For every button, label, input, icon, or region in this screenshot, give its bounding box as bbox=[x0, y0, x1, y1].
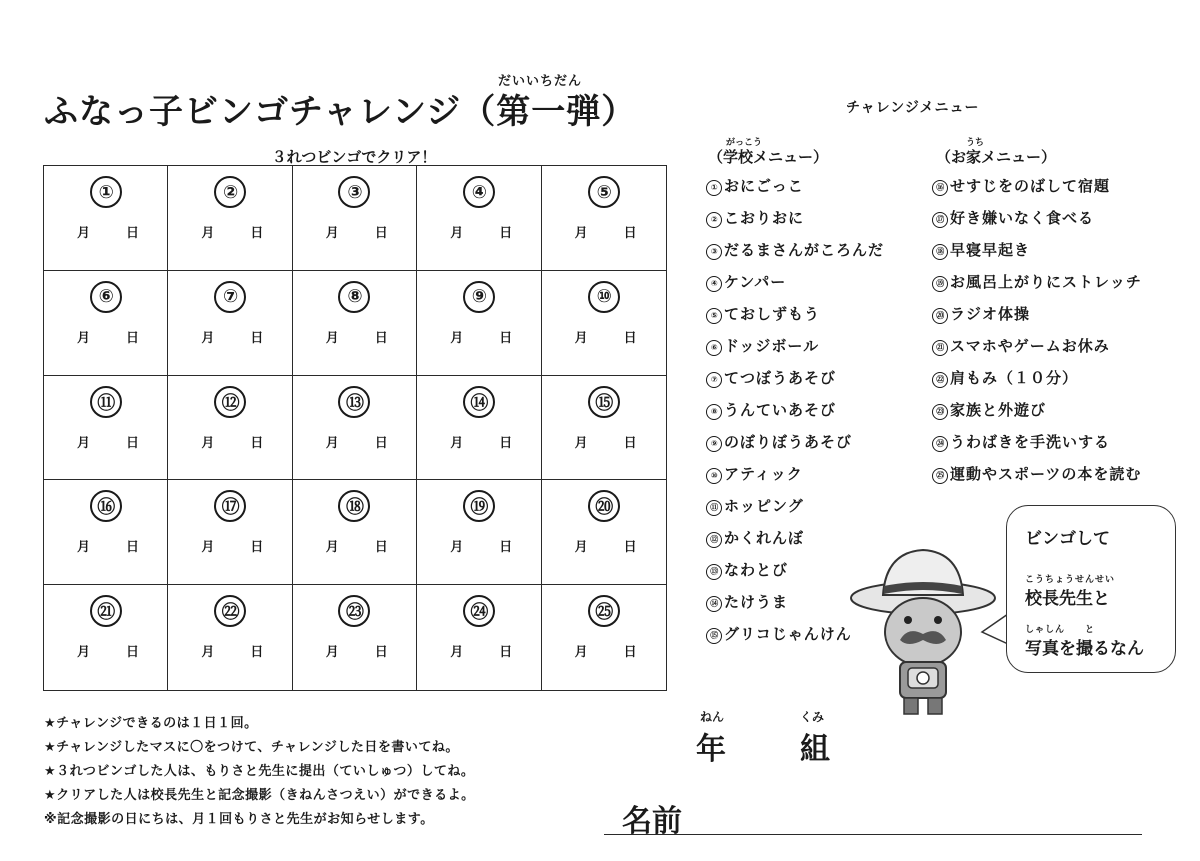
menu-item-number: ④ bbox=[706, 276, 722, 292]
cell-month-label: 月 bbox=[574, 330, 588, 346]
menu-item-number: ⑬ bbox=[706, 564, 722, 580]
speech-bubble bbox=[1006, 505, 1176, 673]
menu-item-number: ⑤ bbox=[706, 308, 722, 324]
cell-day-label: 日 bbox=[499, 226, 513, 241]
cell-number: ⑮ bbox=[588, 386, 620, 418]
cell-month-label: 月 bbox=[450, 226, 464, 241]
name-field-line[interactable] bbox=[604, 834, 1142, 835]
menu-item-label: こおりおに bbox=[724, 209, 805, 227]
note-line: ★クリアした人は校長先生と記念撮影（きねんさつえい）ができるよ。 bbox=[44, 788, 475, 803]
menu-item bbox=[932, 303, 1142, 335]
cell-number: ⑩ bbox=[588, 281, 620, 313]
cell-number: ⑲ bbox=[463, 490, 495, 522]
cell-month-label: 月 bbox=[201, 226, 215, 241]
page-title: ふなっ子ビンゴチャレンジ（第一弾） bbox=[44, 92, 637, 132]
bingo-cell[interactable] bbox=[542, 480, 666, 585]
menu-item-label: ておしずもう bbox=[724, 305, 821, 323]
menu-item bbox=[932, 463, 1142, 495]
menu-item-number: ⑭ bbox=[706, 596, 722, 612]
cell-number: ⑨ bbox=[463, 281, 495, 313]
bingo-cell[interactable] bbox=[168, 166, 292, 271]
menu-item-number: ⑰ bbox=[932, 212, 948, 228]
home-menu-ruby: うち bbox=[966, 138, 985, 148]
cell-day-label: 日 bbox=[374, 330, 388, 346]
menu-item-number: ㉔ bbox=[932, 436, 948, 452]
cell-number: ㉕ bbox=[588, 595, 620, 627]
cell-number: ③ bbox=[338, 176, 370, 208]
menu-item-label: かくれんぼ bbox=[724, 529, 805, 547]
bingo-cell[interactable] bbox=[293, 166, 417, 271]
cell-day-label: 日 bbox=[250, 330, 264, 346]
menu-item-label: おにごっこ bbox=[724, 177, 804, 195]
bingo-cell[interactable] bbox=[293, 271, 417, 376]
name-label: 名前 bbox=[622, 804, 682, 839]
home-menu-heading: （お家メニュー） bbox=[936, 148, 1057, 166]
menu-item-label: だるまさんがころんだ bbox=[724, 241, 885, 259]
menu-item-label: グリコじゃんけん bbox=[724, 625, 852, 643]
cell-month-label: 月 bbox=[77, 645, 91, 661]
menu-item-label: スマホやゲームお休み bbox=[950, 337, 1110, 355]
bingo-cell[interactable] bbox=[168, 271, 292, 376]
menu-item-number: ⑦ bbox=[706, 372, 722, 388]
menu-item-label: なわとび bbox=[724, 561, 789, 579]
menu-item bbox=[706, 431, 884, 463]
menu-item bbox=[932, 271, 1142, 303]
bingo-grid bbox=[43, 165, 667, 691]
menu-item-number: ② bbox=[706, 212, 722, 228]
cell-number: ㉑ bbox=[90, 595, 122, 627]
bubble-line-1: ビンゴして bbox=[1025, 529, 1110, 549]
menu-item bbox=[706, 399, 884, 431]
menu-item-label: 家族と外遊び bbox=[950, 401, 1047, 419]
cell-month-label: 月 bbox=[77, 435, 91, 451]
home-menu-list bbox=[932, 175, 1142, 495]
mascot-illustration bbox=[848, 540, 998, 720]
cell-number: ⑳ bbox=[588, 490, 620, 522]
cell-day-label: 日 bbox=[623, 226, 637, 241]
nen-ruby: ねん bbox=[700, 710, 725, 724]
menu-item-label: お風呂上がりにストレッチ bbox=[950, 273, 1142, 291]
menu-item bbox=[932, 335, 1142, 367]
cell-month-label: 月 bbox=[574, 540, 588, 556]
bubble-line-3: 写真を撮るなん bbox=[1025, 639, 1144, 659]
bingo-cell[interactable] bbox=[168, 480, 292, 585]
bingo-cell[interactable] bbox=[417, 585, 541, 690]
menu-item-number: ⑱ bbox=[932, 244, 948, 260]
cell-day-label: 日 bbox=[250, 645, 264, 661]
cell-number: ⑦ bbox=[214, 281, 246, 313]
cell-day-label: 日 bbox=[374, 226, 388, 241]
grade-label: 年 bbox=[696, 732, 726, 767]
cell-day-label: 日 bbox=[623, 645, 637, 661]
bingo-cell[interactable] bbox=[542, 271, 666, 376]
menu-item bbox=[706, 463, 884, 495]
cell-month-label: 月 bbox=[201, 645, 215, 661]
menu-item bbox=[932, 239, 1142, 271]
school-menu-ruby: がっこう bbox=[726, 138, 763, 148]
bingo-cell[interactable] bbox=[44, 480, 168, 585]
menu-item-number: ㉕ bbox=[932, 468, 948, 484]
menu-item-label: のぼりぼうあそび bbox=[724, 433, 853, 451]
bingo-cell[interactable] bbox=[44, 585, 168, 690]
menu-item-number: ⑮ bbox=[706, 628, 722, 644]
cell-number: ⑤ bbox=[588, 176, 620, 208]
cell-number: ⑯ bbox=[90, 490, 122, 522]
cell-number: ⑪ bbox=[90, 386, 122, 418]
cell-day-label: 日 bbox=[623, 330, 637, 346]
menu-item-number: ⑩ bbox=[706, 468, 722, 484]
menu-item bbox=[706, 271, 884, 303]
bingo-cell[interactable] bbox=[542, 376, 666, 481]
note-line: ★３れつビンゴした人は、もりさと先生に提出（ていしゅつ）してね。 bbox=[44, 764, 475, 779]
cell-day-label: 日 bbox=[374, 540, 388, 556]
cell-month-label: 月 bbox=[77, 540, 91, 556]
menu-item-label: 肩もみ（１０分） bbox=[950, 369, 1079, 387]
menu-item-number: ⑧ bbox=[706, 404, 722, 420]
bingo-cell[interactable] bbox=[293, 376, 417, 481]
menu-item bbox=[706, 367, 884, 399]
menu-item bbox=[706, 303, 884, 335]
cell-day-label: 日 bbox=[374, 645, 388, 661]
cell-month-label: 月 bbox=[574, 226, 588, 241]
menu-item-number: ⑪ bbox=[706, 500, 722, 516]
menu-item-number: ⑳ bbox=[932, 308, 948, 324]
menu-item bbox=[706, 175, 884, 207]
menu-item-label: うわばきを手洗いする bbox=[950, 433, 1111, 451]
cell-day-label: 日 bbox=[499, 435, 513, 451]
title-ruby: だいいちだん bbox=[498, 74, 583, 89]
cell-month-label: 月 bbox=[325, 435, 339, 451]
cell-month-label: 月 bbox=[325, 645, 339, 661]
bingo-cell[interactable] bbox=[417, 480, 541, 585]
kumi-ruby: くみ bbox=[800, 710, 825, 724]
bubble-line-2: 校長先生と bbox=[1025, 589, 1110, 609]
menu-item-number: ⑫ bbox=[706, 532, 722, 548]
cell-month-label: 月 bbox=[325, 226, 339, 241]
cell-day-label: 日 bbox=[126, 435, 140, 451]
bingo-cell[interactable] bbox=[417, 271, 541, 376]
menu-item-number: ① bbox=[706, 180, 722, 196]
menu-item-label: 早寝早起き bbox=[950, 241, 1031, 259]
note-line: ★チャレンジできるのは１日１回。 bbox=[44, 716, 258, 731]
menu-item bbox=[932, 367, 1142, 399]
menu-item-number: ⑨ bbox=[706, 436, 722, 452]
menu-item-number: ③ bbox=[706, 244, 722, 260]
cell-number: ⑧ bbox=[338, 281, 370, 313]
cell-month-label: 月 bbox=[77, 226, 91, 241]
cell-month-label: 月 bbox=[450, 540, 464, 556]
bingo-cell[interactable] bbox=[417, 376, 541, 481]
menu-item bbox=[932, 175, 1142, 207]
cell-month-label: 月 bbox=[201, 540, 215, 556]
bubble-line-3-ruby: しゃしん と bbox=[1025, 625, 1096, 635]
cell-day-label: 日 bbox=[623, 540, 637, 556]
cell-day-label: 日 bbox=[250, 540, 264, 556]
menu-title: チャレンジメニュー bbox=[846, 100, 980, 116]
cell-month-label: 月 bbox=[574, 435, 588, 451]
bingo-cell[interactable] bbox=[44, 271, 168, 376]
subtitle: ３れつビンゴでクリア！ bbox=[271, 148, 437, 166]
menu-item-label: ラジオ体操 bbox=[950, 305, 1031, 323]
bingo-cell[interactable] bbox=[168, 376, 292, 481]
cell-number: ⑱ bbox=[338, 490, 370, 522]
cell-day-label: 日 bbox=[126, 330, 140, 346]
cell-day-label: 日 bbox=[250, 435, 264, 451]
menu-item-number: ⑲ bbox=[932, 276, 948, 292]
menu-item bbox=[932, 431, 1142, 463]
cell-number: ④ bbox=[463, 176, 495, 208]
cell-month-label: 月 bbox=[325, 540, 339, 556]
cell-number: ㉓ bbox=[338, 595, 370, 627]
menu-item-label: ケンパー bbox=[724, 273, 787, 291]
menu-item-label: ドッジボール bbox=[724, 337, 820, 355]
cell-day-label: 日 bbox=[499, 540, 513, 556]
cell-number: ⑥ bbox=[90, 281, 122, 313]
cell-number: ⑬ bbox=[338, 386, 370, 418]
cell-number: ㉒ bbox=[214, 595, 246, 627]
note-line: ※記念撮影の日にちは、月１回もりさと先生がお知らせします。 bbox=[44, 812, 434, 827]
bingo-cell[interactable] bbox=[293, 585, 417, 690]
cell-day-label: 日 bbox=[374, 435, 388, 451]
cell-day-label: 日 bbox=[499, 645, 513, 661]
bingo-cell[interactable] bbox=[44, 166, 168, 271]
bingo-cell[interactable] bbox=[542, 166, 666, 271]
menu-item-label: ホッピング bbox=[724, 497, 804, 515]
school-menu-heading: （学校メニュー） bbox=[708, 148, 829, 166]
menu-item bbox=[932, 399, 1142, 431]
menu-item-number: ⑥ bbox=[706, 340, 722, 356]
menu-item-number: ㉓ bbox=[932, 404, 948, 420]
cell-day-label: 日 bbox=[126, 540, 140, 556]
menu-item bbox=[706, 335, 884, 367]
menu-item bbox=[932, 207, 1142, 239]
cell-month-label: 月 bbox=[77, 330, 91, 346]
menu-item-number: ㉒ bbox=[932, 372, 948, 388]
cell-number: ㉔ bbox=[463, 595, 495, 627]
notes-list bbox=[44, 714, 604, 834]
menu-item-label: せすじをのばして宿題 bbox=[950, 177, 1111, 195]
bingo-cell[interactable] bbox=[417, 166, 541, 271]
bingo-cell[interactable] bbox=[44, 376, 168, 481]
menu-item bbox=[706, 207, 884, 239]
menu-item bbox=[706, 495, 884, 527]
note-line: ★チャレンジしたマスに〇をつけて、チャレンジした日を書いてね。 bbox=[44, 740, 459, 755]
cell-month-label: 月 bbox=[450, 435, 464, 451]
cell-month-label: 月 bbox=[450, 645, 464, 661]
cell-day-label: 日 bbox=[499, 330, 513, 346]
menu-item-label: 運動やスポーツの本を読む bbox=[950, 465, 1142, 483]
cell-day-label: 日 bbox=[126, 645, 140, 661]
cell-month-label: 月 bbox=[574, 645, 588, 661]
cell-month-label: 月 bbox=[325, 330, 339, 346]
cell-day-label: 日 bbox=[126, 226, 140, 241]
bingo-cell[interactable] bbox=[542, 585, 666, 690]
bingo-cell[interactable] bbox=[168, 585, 292, 690]
menu-item-label: たけうま bbox=[724, 593, 789, 611]
cell-day-label: 日 bbox=[250, 226, 264, 241]
menu-item-label: 好き嫌いなく食べる bbox=[950, 209, 1095, 227]
menu-item-number: ⑯ bbox=[932, 180, 948, 196]
cell-day-label: 日 bbox=[623, 435, 637, 451]
menu-item-label: てつぼうあそび bbox=[724, 369, 837, 387]
menu-item-number: ㉑ bbox=[932, 340, 948, 356]
class-label: 組 bbox=[800, 732, 830, 767]
cell-number: ⑭ bbox=[463, 386, 495, 418]
cell-month-label: 月 bbox=[201, 330, 215, 346]
bubble-line-2-ruby: こうちょうせんせい bbox=[1025, 575, 1116, 585]
menu-item bbox=[706, 239, 884, 271]
cell-month-label: 月 bbox=[201, 435, 215, 451]
cell-month-label: 月 bbox=[450, 330, 464, 346]
cell-number: ⑫ bbox=[214, 386, 246, 418]
cell-number: ⑰ bbox=[214, 490, 246, 522]
menu-item-label: アティック bbox=[724, 465, 803, 483]
cell-number: ② bbox=[214, 176, 246, 208]
bingo-cell[interactable] bbox=[293, 480, 417, 585]
menu-item-label: うんていあそび bbox=[724, 401, 837, 419]
cell-number: ① bbox=[90, 176, 122, 208]
